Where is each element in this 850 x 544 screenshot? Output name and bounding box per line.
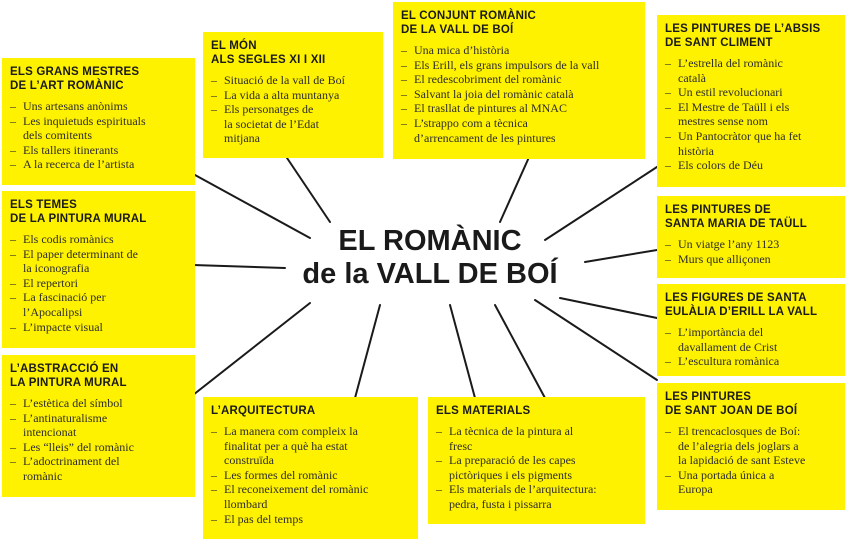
topic-list <box>665 325 837 369</box>
topic-list-item: – L’antinaturalisme intencionat <box>10 411 187 440</box>
topic-list <box>10 232 187 334</box>
main-title-line1: EL ROMÀNIC <box>338 225 522 257</box>
topic-list-item: – L’importància del davallament de Crist <box>665 325 837 354</box>
topic-box-temes-pintura <box>2 191 195 348</box>
topic-list-item: – Situació de la vall de Boí <box>211 73 375 88</box>
topic-list <box>665 237 837 266</box>
topic-list-item: – Els codis romànics <box>10 232 187 247</box>
topic-list-item: – Les formes del romànic <box>211 468 410 483</box>
main-title <box>280 225 580 291</box>
topic-list <box>401 43 637 145</box>
topic-box-title: L’ABSTRACCIÓ EN LA PINTURA MURAL <box>10 363 127 389</box>
connector-line <box>585 250 657 262</box>
topic-list-item: – L’impacte visual <box>10 320 187 335</box>
topic-box-title: LES PINTURES DE L’ABSIS DE SANT CLIMENT <box>665 23 821 49</box>
connector-line <box>560 298 657 318</box>
topic-box-title: L’ARQUITECTURA <box>211 405 316 417</box>
topic-box-title: LES PINTURES DE SANTA MARIA DE TAÜLL <box>665 204 807 230</box>
topic-list <box>665 424 837 497</box>
topic-list-item: – Les “lleis” del romànic <box>10 440 187 455</box>
topic-box-santa-maria-taull <box>657 196 845 278</box>
topic-box-title: LES FIGURES DE SANTA EULÀLIA D’ERILL LA VALL <box>665 292 818 318</box>
topic-box-mon-segles <box>203 32 383 158</box>
topic-list-item: – L’adoctrinament del romànic <box>10 454 187 483</box>
topic-box-pintures-sant-climent <box>657 15 845 187</box>
topic-list-item: – La vida a alta muntanya <box>211 88 375 103</box>
topic-list-item: – Els personatges de la societat de l’Edat mitjana <box>211 102 375 146</box>
topic-list <box>10 396 187 484</box>
connector-line <box>535 300 657 380</box>
topic-list-item: – A la recerca de l’artista <box>10 157 187 172</box>
topic-box-abstraccio <box>2 355 195 497</box>
topic-list-item: – L’escultura romànica <box>665 354 837 369</box>
topic-list-item: – Salvant la joia del romànic català <box>401 87 637 102</box>
topic-list-item: – El reconeixement del romànic llombard <box>211 482 410 511</box>
topic-list-item: – Murs que alliçonen <box>665 252 837 267</box>
topic-list-item: – El paper determinant de la iconografia <box>10 247 187 276</box>
connector-line <box>193 265 285 268</box>
topic-list-item: – La fascinació per l’Apocalipsi <box>10 290 187 319</box>
topic-box-title: LES PINTURES DE SANT JOAN DE BOÍ <box>665 391 798 417</box>
topic-box-title: EL MÓN ALS SEGLES XI I XII <box>211 40 326 66</box>
topic-box-grans-mestres <box>2 58 195 185</box>
topic-list-item: – El redescobriment del romànic <box>401 72 637 87</box>
topic-list <box>665 56 837 173</box>
connector-line <box>355 305 380 398</box>
topic-list-item: – La tècnica de la pintura al fresc <box>436 424 637 453</box>
topic-list-item: – Les inquietuds espirituals dels comitents <box>10 114 187 143</box>
connector-line <box>193 303 310 395</box>
topic-list <box>436 424 637 512</box>
topic-list-item: – La preparació de les capes pictòriques i els pigments <box>436 453 637 482</box>
topic-list-item: – Un estil revolucionari <box>665 85 837 100</box>
topic-list-item: – L’strappo com a tècnica d’arrencament de les pintures <box>401 116 637 145</box>
topic-box-title: ELS GRANS MESTRES DE L’ART ROMÀNIC <box>10 66 140 92</box>
topic-box-materials <box>428 397 645 524</box>
main-title-line2: de la VALL DE BOÍ <box>302 258 558 290</box>
topic-list-item: – El pas del temps <box>211 512 410 527</box>
topic-box-title: ELS TEMES DE LA PINTURA MURAL <box>10 199 147 225</box>
topic-list-item: – El trencaclosques de Boí: de l’alegria dels joglars a la lapidació de sant Esteve <box>665 424 837 468</box>
topic-list-item: – L’estètica del símbol <box>10 396 187 411</box>
connector-line <box>495 305 545 398</box>
topic-list-item: – Una portada única a Europa <box>665 468 837 497</box>
topic-list-item: – La manera com compleix la finalitat per a què ha estat construïda <box>211 424 410 468</box>
topic-box-title: ELS MATERIALS <box>436 405 531 417</box>
topic-list-item: – Els colors de Déu <box>665 158 837 173</box>
topic-list-item: – Un Pantocràtor que ha fet història <box>665 129 837 158</box>
topic-list-item: – Els tallers itinerants <box>10 143 187 158</box>
topic-box-sant-joan-boi <box>657 383 845 510</box>
topic-list-item: – Uns artesans anònims <box>10 99 187 114</box>
topic-box-arquitectura <box>203 397 418 539</box>
topic-list-item: – El Mestre de Taüll i els mestres sense nom <box>665 100 837 129</box>
topic-list-item: – L’estrella del romànic català <box>665 56 837 85</box>
topic-list <box>10 99 187 172</box>
topic-box-title: EL CONJUNT ROMÀNIC DE LA VALL DE BOÍ <box>401 10 537 36</box>
topic-list-item: – Els materials de l’arquitectura: pedra, fusta i pissarra <box>436 482 637 511</box>
connector-line <box>500 155 530 222</box>
topic-list-item: – Els Erill, els grans impulsors de la vall <box>401 58 637 73</box>
topic-list-item: – Un viatge l’any 1123 <box>665 237 837 252</box>
connector-line <box>450 305 475 398</box>
topic-list-item: – Una mica d’història <box>401 43 637 58</box>
topic-list-item: – El repertori <box>10 276 187 291</box>
topic-list <box>211 73 375 146</box>
connector-line <box>285 155 330 222</box>
topic-list <box>211 424 410 526</box>
topic-list-item: – El trasllat de pintures al MNAC <box>401 101 637 116</box>
topic-box-conjunt-romanic <box>393 2 645 159</box>
topic-box-santa-eulalia <box>657 284 845 376</box>
